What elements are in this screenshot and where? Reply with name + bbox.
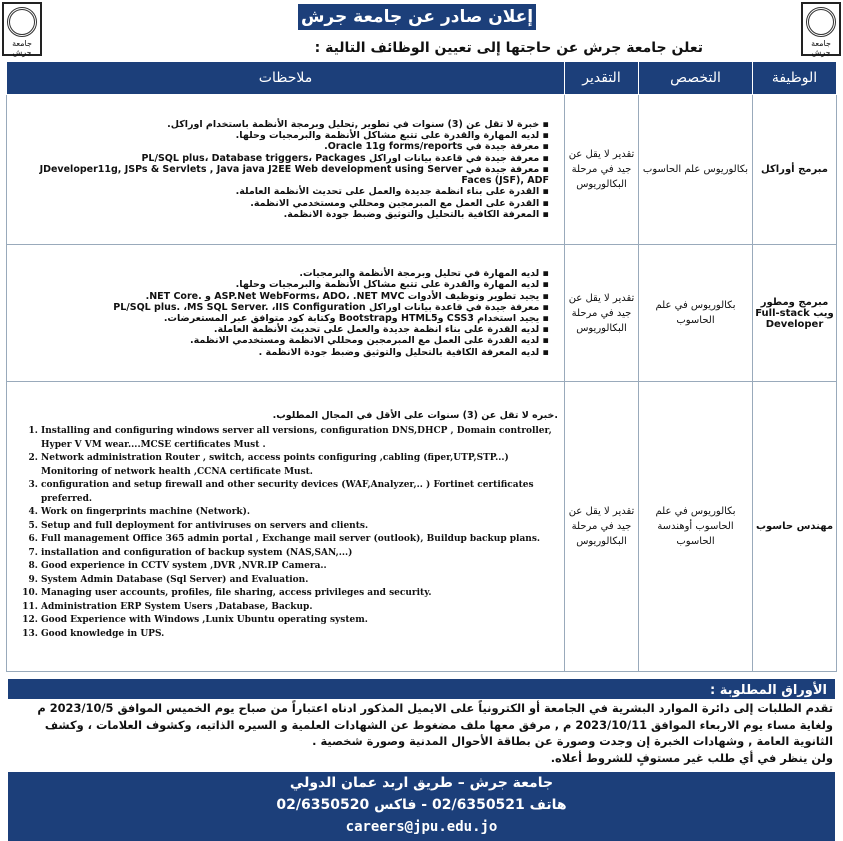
job-notes [7, 382, 565, 672]
announcement-title: إعلان صادر عن جامعة جرش [298, 4, 536, 30]
seal-icon [7, 7, 37, 37]
note-item: ▪ لديه المهارة والقدرة على تتبع مشاكل الأنظمة والبرمجيات وحلها. [12, 130, 549, 141]
university-logo-right [801, 2, 841, 56]
note-item: 9. System Admin Database (Sql Server) and Evaluation. [41, 574, 558, 588]
job-grade: تقدير لا يقل عن جيد في مرحلة البكالوريوس [565, 245, 639, 382]
contact-footer [8, 772, 835, 841]
phone-fax-text: هاتف 02/6350521 - فاكس 02/6350520 [276, 797, 567, 813]
email-link[interactable]: careers@jpu.edu.jo [345, 819, 498, 835]
required-documents-text [10, 700, 833, 766]
job-notes [7, 95, 565, 245]
note-item: 2. Network administration Router , switch, access points configuring ,cabling (fiper,UTP,STP...) Monitoring of network health ,CCNA certificate Must. [41, 452, 558, 479]
note-item: 7. installation and configuration of backup system (NAS,SAN,...) [41, 547, 558, 561]
jobs-table [6, 61, 837, 672]
logo-text: جامعة جرش [811, 39, 831, 57]
job-title: مبرمج أوراكل [753, 95, 837, 245]
note-item: 4. Work on fingerprints machine (Network). [41, 506, 558, 520]
note-item: ▪ لديه القدرة على العمل مع المبرمجين ومحللي الانظمة ومستخدمي الانظمة. [12, 335, 549, 346]
note-item: ▪ لديه المهارة في تحليل وبرمجة الأنظمة والبرمجيات. [12, 268, 549, 279]
job-title: مهندس حاسوب [753, 382, 837, 672]
intro-text: تعلن جامعة جرش عن حاجتها إلى تعيين الوظائف التالية : [314, 40, 703, 56]
job-grade: تقدير لا يقل عن جيد في مرحلة البكالوريوس [565, 95, 639, 245]
table-row [7, 382, 837, 672]
job-title: مبرمج ومطور ويب Full-stack Developer [753, 245, 837, 382]
required-documents-title: الأوراق المطلوبة : [710, 683, 827, 698]
note-item: 10. Managing user accounts, profiles, file sharing, access privileges and security. [41, 587, 558, 601]
note-item: ▪ معرفة جيدة في JDeveloper11g, JSPs & Servlets , Java java J2EE Web development using Server Faces (JSF), ADF [12, 164, 549, 186]
note-item: ▪ المعرفة الكافية بالتحليل والتوثيق وضبط جودة الانظمة. [12, 209, 549, 220]
note-item: ▪ لديه المهارة والقدرة على تتبع مشاكل الأنظمة والبرمجيات وحلها. [12, 279, 549, 290]
note-item: ▪ القدرة على العمل مع المبرمجين ومحللي ومستخدمي الانظمة. [12, 198, 549, 209]
note-item: 3. configuration and setup firewall and other security devices (WAF,Analyzer,.. ) Fortinet certificates preferred. [41, 479, 558, 506]
note-item: ▪ خبرة لا تقل عن (3) سنوات في تطوير ,تحليل وبرمجة الأنظمة باستخدام اوراكل. [12, 119, 549, 130]
note-item: ▪ معرفة جيدة في قاعدة بيانات اوراكل PL/SQL plus. ،MS SQL Server. ،IIS Configuration [12, 302, 549, 313]
application-instructions: تقدم الطلبات إلى دائرة الموارد البشرية في الجامعة أو الكترونياً على الايميل المذكور ادناه اعتباراً من صباح يوم الخميس الموافق 2023/10/5 م ولغاية مساء يوم الاربعاء الموافق 2023/10/11 م , مرفق معها ملف مضغوط عن الشهادات العلمية و السيره الذاتيه، وكشوف العلامات ، وكشف الثانوية العامة , وشهادات الخبرة إن وجدت وصورة عن بطاقة الأحوال المدنية وصورة شخصية . [37, 701, 833, 748]
job-specialization: بكالوريوس علم الحاسوب [639, 95, 753, 245]
note-item: 1. Installing and configuring windows server all versions, configuration DNS,DHCP , Domain controller, Hyper V VM wear....MCSE certificates Must . [41, 425, 558, 452]
note-item: ▪ يجيد تطوير وتوظيف الأدوات ASP.Net WebForms، ADO، .NET MVC و .NET Core. [12, 291, 549, 302]
job-grade: تقدير لا يقل عن جيد في مرحلة البكالوريوس [565, 382, 639, 672]
seal-icon [806, 7, 836, 37]
note-item: 12. Good Experience with Windows ,Lunix Ubuntu operating system. [41, 614, 558, 628]
note-item: ▪ لديه القدرة على بناء انظمة جديدة والعمل على تحديث الأنظمة العاملة. [12, 324, 549, 335]
header-specialization: التخصص [639, 62, 753, 95]
logo-text: جامعة جرش [12, 39, 32, 57]
note-item: ▪ لديه المعرفة الكافية بالتحليل والتوثيق وضبط جودة الانظمة . [12, 347, 549, 358]
note-item: 11. Administration ERP System Users ,Database, Backup. [41, 601, 558, 615]
job-specialization: بكالوريوس في علم الحاسوب أوهندسة الحاسوب [639, 382, 753, 672]
header-notes: ملاحظات [7, 62, 565, 95]
note-item: ▪ معرفة جيدة في Oracle 11g forms/reports. [12, 141, 549, 152]
note-item: 5. Setup and full deployment for antiviruses on servers and clients. [41, 520, 558, 534]
note-item: ▪ يجيد استخدام CSS3 وHTML5 وBootstrap وكتابة كود متوافق عبر المستعرضات. [12, 313, 549, 324]
note-item: 6. Full management Office 365 admin portal , Exchange mail server (outlook), Buildup backup plans. [41, 533, 558, 547]
required-documents-bar [8, 679, 835, 699]
table-row [7, 245, 837, 382]
note-item: 13. Good knowledge in UPS. [41, 628, 558, 642]
table-row [7, 95, 837, 245]
experience-note: .خبره لا تقل عن (3) سنوات على الأقل في المجال المطلوب. [272, 410, 558, 421]
job-specialization: بكالوريوس في علم الحاسوب [639, 245, 753, 382]
table-header-row [7, 62, 837, 95]
header-job: الوظيفة [753, 62, 837, 95]
header-grade: التقدير [565, 62, 639, 95]
university-logo-left [2, 2, 42, 56]
note-item: ▪ معرفة جيدة في قاعدة بيانات اوراكل PL/SQL plus، Database triggers، Packages [12, 153, 549, 164]
address-text: جامعة جرش – طريق اربد عمان الدولي [289, 775, 554, 791]
job-notes [7, 245, 565, 382]
note-item: ▪ القدرة على بناء انظمة جديدة والعمل على تحديث الأنظمة العاملة. [12, 186, 549, 197]
conditions-note: ولن ينظر في أي طلب غير مستوفٍ للشروط أعلاه. [550, 750, 833, 765]
note-item: 8. Good experience in CCTV system ,DVR ,NVR.IP Camera.. [41, 560, 558, 574]
